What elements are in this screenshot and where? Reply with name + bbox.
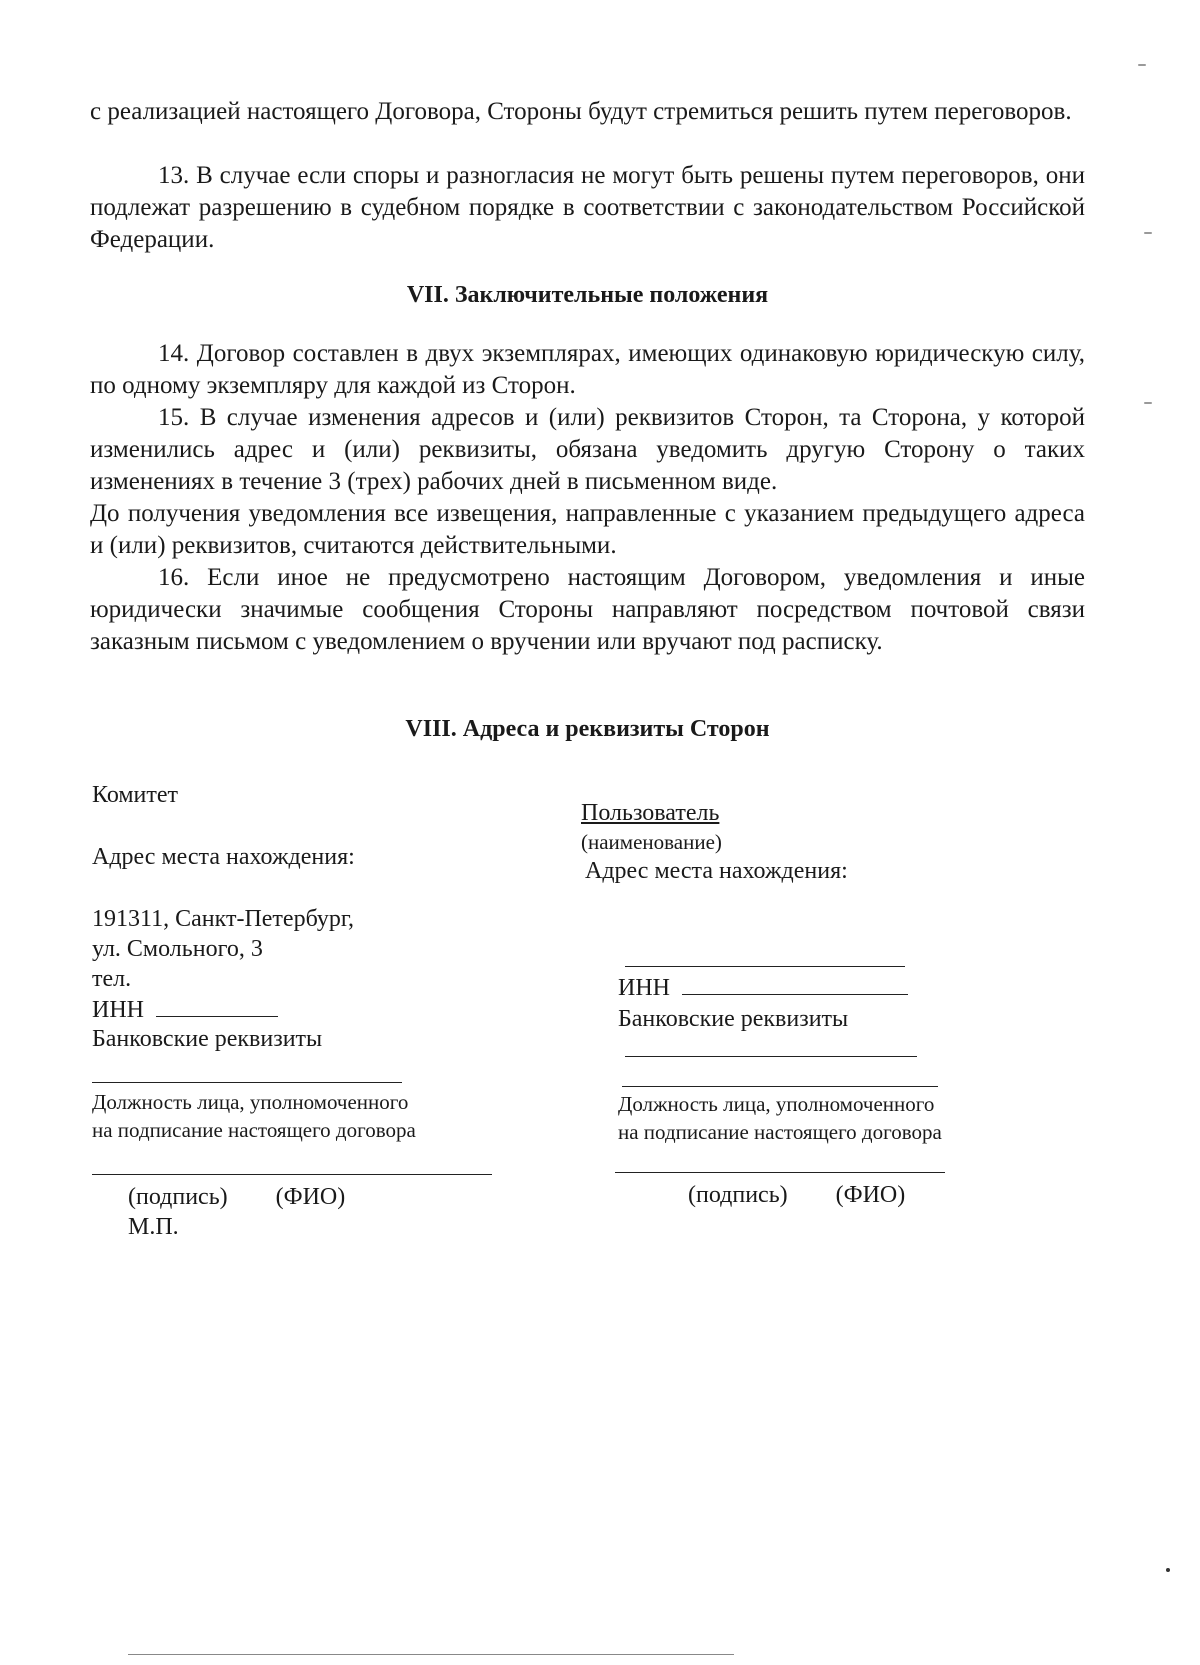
right-bank-line-2 xyxy=(622,1086,938,1087)
right-position-line1: Должность лица, уполномоченного xyxy=(618,1092,935,1116)
right-party-note: (наименование) xyxy=(581,830,722,854)
left-address-line1: 191311, Санкт-Петербург, xyxy=(92,906,354,932)
right-signature-label: (подпись) xyxy=(688,1182,788,1208)
right-inn-row xyxy=(618,972,908,1003)
scan-speck xyxy=(1144,402,1152,404)
paragraph-13: 13. В случае если споры и разногласия не могут быть решены путем переговоров, они подлежат разрешению в судебном порядке в соответствии с законодательством Российской Федерации. xyxy=(90,162,1085,253)
scan-speck xyxy=(1144,232,1152,234)
right-inn-blank xyxy=(682,972,908,995)
right-address-line xyxy=(625,966,905,967)
left-inn-blank xyxy=(156,994,278,1017)
bottom-edge-line xyxy=(128,1654,734,1655)
left-signature-line xyxy=(92,1174,492,1175)
left-party-name: Комитет xyxy=(92,782,179,808)
right-bank-label: Банковские реквизиты xyxy=(618,1006,849,1032)
left-position-line1: Должность лица, уполномоченного xyxy=(92,1090,409,1114)
right-signature-line xyxy=(615,1172,945,1173)
section-vii-heading: VII. Заключительные положения xyxy=(406,282,769,308)
left-signature-label: (подпись) xyxy=(128,1184,228,1210)
left-address-label: Адрес места нахождения: xyxy=(92,844,355,870)
left-stamp-label: М.П. xyxy=(128,1214,179,1240)
left-bank-line xyxy=(92,1082,402,1083)
paragraph-14: 14. Договор составлен в двух экземплярах, имеющих одинаковую юридическую силу, по одному экземпляру для каждой из Сторон. xyxy=(90,340,1085,399)
scan-dot xyxy=(1166,1568,1170,1572)
left-inn-label: ИНН xyxy=(92,997,144,1023)
right-address-label: Адрес места нахождения: xyxy=(585,858,848,884)
right-bank-line-1 xyxy=(625,1056,917,1057)
left-fio-label: (ФИО) xyxy=(275,1184,346,1210)
right-position-line2: на подписание настоящего договора xyxy=(618,1120,942,1144)
right-inn-label: ИНН xyxy=(618,975,670,1001)
section-viii-heading: VIII. Адреса и реквизиты Сторон xyxy=(405,716,770,742)
right-signature-labels xyxy=(688,1180,905,1210)
left-inn-row xyxy=(92,994,278,1025)
left-signature-labels xyxy=(128,1182,345,1212)
scan-speck xyxy=(1138,64,1146,66)
paragraph-continuation: с реализацией настоящего Договора, Стороны будут стремиться решить путем переговоров. xyxy=(90,98,1072,125)
right-party-name: Пользователь xyxy=(581,800,720,826)
left-position-line2: на подписание настоящего договора xyxy=(92,1118,416,1142)
left-bank-label: Банковские реквизиты xyxy=(92,1026,323,1052)
left-phone-label: тел. xyxy=(92,966,132,992)
paragraph-16: 16. Если иное не предусмотрено настоящим Договором, уведомления и иные юридически значимые сообщения Стороны направляют посредством почтовой связи заказным письмом с уведомлением о вручении или вручают под расписку. xyxy=(90,564,1085,655)
right-fio-label: (ФИО) xyxy=(835,1182,906,1208)
paragraph-15-continuation: До получения уведомления все извещения, направленные с указанием предыдущего адреса и (или) реквизитов, считаются действительными. xyxy=(90,500,1085,559)
left-address-line2: ул. Смольного, 3 xyxy=(92,936,263,962)
paragraph-15: 15. В случае изменения адресов и (или) реквизитов Сторон, та Сторона, у которой изменились адрес и (или) реквизиты, обязана уведомить другую Сторону о таких изменениях в течение 3 (трех) рабочих дней в письменном виде. xyxy=(90,404,1085,495)
